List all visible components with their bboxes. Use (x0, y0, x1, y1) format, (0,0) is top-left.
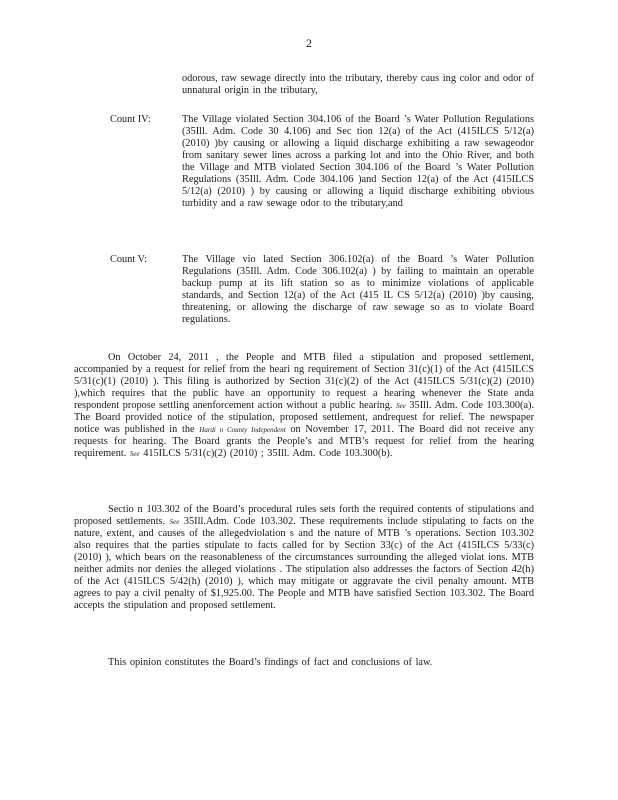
page-number: 2 (306, 36, 312, 50)
count-v-text: The Village vio lated Section 306.102(a) of the Board ’s Water Pollution Regulations (35Ill. Adm. Code 306.102(a) ) by failing to maintain an operable backup pump at its lift station so as to minimize violations of applicable standards, and Section 12(a) of the Act (415 IL CS 5/12(a) (2010) )by causing, threatening, or allowing the discharge of raw sewage so as to violate Board regulations. (182, 254, 534, 325)
see-citation: See (169, 518, 180, 526)
newspaper-name: Hardi n County Independent (199, 426, 286, 434)
paragraph-conclusion: This opinion constitutes the Board’s findings of fact and conclusions of law. (108, 657, 433, 668)
p1-text-c: on November 17, 2011. The Board did not receive any requests for hearing. The Board grants the People’s and MTB’s request for relief from the hearing requirement. (74, 424, 534, 459)
p1-text-b: 35Ill. Adm. Code 103.300(a). The Board provided notice of the stipulation, proposed settlement, andrequest for relief. The newspaper notice was published in the (74, 400, 535, 435)
see-citation: See (396, 402, 406, 410)
count-iv-label: Count IV: (110, 114, 151, 125)
p2-text-b: 35Ill.Adm. Code 103.302. These requirements include stipulating to facts on the nature, extent, and causes of the allegedviolation s and the nature of MTB ’s operations. Section 103.302 also requires that the parties stipulate to facts called for by Section 33(c) of the Act (415ILCS 5/33(c) (2010) ), which bears on the reasonableness of the circumstances surrounding the alleged violat ions. MTB neither admits nor denies the alleged violations . The stipulation also addresses the factors of Section 42(h) of the Act (415ILCS 5/42(h) (2010) ), which may mitigate or aggravate the civil penalty amount. MTB agrees to pay a civil penalty of $1,925.00. The People and MTB have satisfied Section 103.302. The Board accepts the stipulation and proposed settlement. (74, 516, 534, 611)
paragraph-stipulation-filing (74, 352, 534, 460)
see-citation: See (129, 450, 140, 458)
p2-text-a: Sectio n 103.302 of the Board’s procedural rules sets forth the required contents of stipulations and proposed settlements. (74, 504, 534, 527)
p1-text-d: 415ILCS 5/31(c)(2) (2010) ; 35Ill. Adm. Code 103.300(b). (143, 448, 393, 459)
p1-text-a: On October 24, 2011 , the People and MTB filed a stipulation and proposed settlement, accompanied by a request for relief from the heari ng requirement of Section 31(c)(1) of the Act (415ILCS 5/31(c)(1) (2010) ). This filing is authorized by Section 31(c)(2) of the Act (415ILCS 5/31(c)(2) (2010) ),which requires that the public have an opportunity to request a hearing whenever the State anda respondent propose settling anenforcement action without a public hearing. (74, 352, 534, 411)
count-v-label: Count V: (110, 254, 148, 265)
count-iv-text: The Village violated Section 304.106 of the Board ’s Water Pollution Regulations (35Ill. Adm. Code 30 4.106) and Sec tion 12(a) of the Act (415ILCS 5/12(a) (2010) )by causing or allowing a liquid discharge exhibiting a raw sewageodor from sanitary sewer lines across a parking lot and into the Ohio River, and both the Village and MTB violated Section 304.106 of the Board ’s Water Pollution Regulations (35Ill. Adm. Code 304.106 )and Section 12(a) of the Act (415ILCS 5/12(a) (2010) ) by causing or allowing a liquid discharge exhibiting obvious turbidity and a raw sewage odor to the tributary,and (182, 114, 534, 209)
count-iii-continuation: odorous, raw sewage directly into the tributary, thereby caus ing color and odor of unnatural origin in the tributary, (182, 73, 534, 96)
paragraph-procedural-rules (74, 504, 534, 612)
